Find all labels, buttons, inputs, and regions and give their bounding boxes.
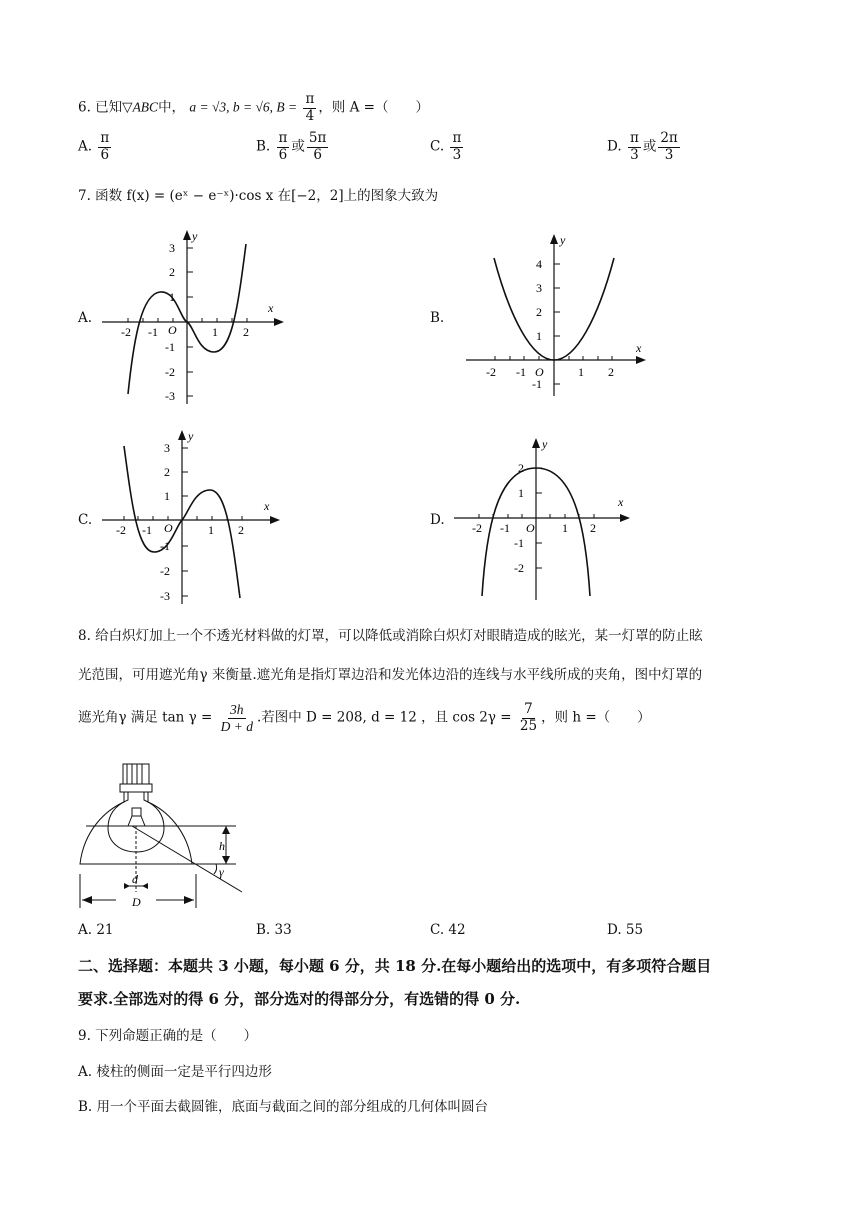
svg-text:-1: -1 [142,523,152,537]
svg-text:1: 1 [578,365,584,379]
svg-text:2: 2 [590,521,596,535]
svg-text:-1: -1 [160,539,170,553]
q6-option-d[interactable]: D. $\frac{\pi}{3}$ 或 $\frac{2\pi}{3}$ [607,130,678,163]
svg-text:3: 3 [164,441,170,455]
q8-option-d[interactable]: D. 55 [607,922,644,938]
svg-text:1: 1 [208,523,214,537]
svg-text:-2: -2 [116,523,126,537]
origin-label: O [526,521,535,535]
q9-stem: 9. 下列命题正确的是（ ） [78,1028,258,1044]
svg-text:-2: -2 [514,561,524,575]
x-axis-label: x [636,341,642,355]
lamp-figure [76,760,246,912]
svg-text:-1: -1 [500,521,510,535]
q7-graph-a[interactable] [98,226,293,408]
origin-label: O [164,521,173,535]
svg-text:-2: -2 [160,564,170,578]
svg-text:2: 2 [518,461,524,475]
q6-stem: 6. 已知▽ABC中， a = √3, b = √6, B = $\frac{\pi}{4}$ ，则 A =（ ） [78,91,429,124]
svg-text:-1: -1 [165,340,175,354]
svg-text:-1: -1 [148,325,158,339]
svg-text:1: 1 [212,325,218,339]
q6-option-a[interactable]: A. $\frac{\pi}{6}$ [78,130,110,163]
q8-option-c[interactable]: C. 42 [430,922,466,938]
y-axis-label: y [192,229,198,243]
y-axis-label: y [560,233,566,247]
q8-line3: 遮光角γ 满足 tan γ = $\frac{3h}{D + d}$ .若图中 D = 208, d = 12 ，且 cos 2γ = $\frac{7}{25}$ ，则 h =（ ） [78,701,651,734]
q8-line1: 8. 给白炽灯加上一个不透光材料做的灯罩，可以降低或消除白炽灯对眼睛造成的眩光，某一灯罩的防止眩 [78,628,703,644]
origin-label: O [168,323,177,337]
gamma-label: γ [219,865,224,879]
q7-option-c-label[interactable]: C. [78,512,93,528]
svg-text:1: 1 [164,489,170,503]
q6-option-b[interactable]: B. $\frac{\pi}{6}$ 或 $\frac{5\pi}{6}$ [256,130,327,163]
y-axis-label: y [188,429,194,443]
svg-text:3: 3 [169,241,175,255]
svg-text:-3: -3 [160,589,170,603]
svg-text:1: 1 [536,329,542,343]
svg-text:2: 2 [164,465,170,479]
svg-text:2: 2 [536,305,542,319]
q7-option-a-label[interactable]: A. [78,310,93,326]
x-axis-label: x [618,495,624,509]
svg-text:1: 1 [518,486,524,500]
q7-option-d-label[interactable]: D. [430,512,445,528]
svg-text:2: 2 [238,523,244,537]
svg-text:-1: -1 [516,365,526,379]
svg-text:3: 3 [536,281,542,295]
d-label: d [132,872,138,886]
q7-graph-b[interactable] [460,228,660,400]
q9-option-b[interactable]: B. 用一个平面去截圆锥，底面与截面之间的部分组成的几何体叫圆台 [78,1099,489,1115]
svg-text:-2: -2 [121,325,131,339]
h-label: h [219,839,225,853]
section2-line2: 要求.全部选对的得 6 分，部分选对的得部分分，有选错的得 0 分. [78,990,521,1008]
section2-line1: 二、选择题：本题共 3 小题，每小题 6 分，共 18 分.在每小题给出的选项中，有多项符合题目 [78,957,712,975]
svg-text:-2: -2 [472,521,482,535]
svg-text:1: 1 [562,521,568,535]
q6-option-c[interactable]: C. $\frac{\pi}{3}$ [430,130,462,163]
y-axis-label: y [542,437,548,451]
svg-text:-2: -2 [165,365,175,379]
origin-label: O [535,365,544,379]
svg-text:-1: -1 [532,377,542,391]
q8-line2: 光范围，可用遮光角γ 来衡量.遮光角是指灯罩边沿和发光体边沿的连线与水平线所成的夹角，图中灯罩的 [78,667,703,683]
svg-text:-2: -2 [486,365,496,379]
x-axis-label: x [264,499,270,513]
D-label: D [132,895,141,909]
svg-text:1: 1 [169,290,175,304]
svg-text:-1: -1 [514,536,524,550]
q9-option-a[interactable]: A. 棱柱的侧面一定是平行四边形 [78,1064,272,1080]
svg-text:2: 2 [608,365,614,379]
svg-text:4: 4 [536,257,542,271]
q7-graph-d[interactable] [452,434,652,604]
q8-option-a[interactable]: A. 21 [78,922,114,938]
q8-option-b[interactable]: B. 33 [256,922,292,938]
q6-B-fraction: $\frac{\pi}{4}$ [305,91,315,124]
svg-text:2: 2 [169,265,175,279]
q7-option-b-label[interactable]: B. [430,310,445,326]
svg-text:-3: -3 [165,389,175,403]
svg-text:2: 2 [243,325,249,339]
q7-stem: 7. 函数 f(x) = (eˣ − e⁻ˣ)·cos x 在[−2，2]上的图象大致为 [78,188,439,204]
x-axis-label: x [268,301,274,315]
q7-graph-c[interactable] [98,426,293,608]
